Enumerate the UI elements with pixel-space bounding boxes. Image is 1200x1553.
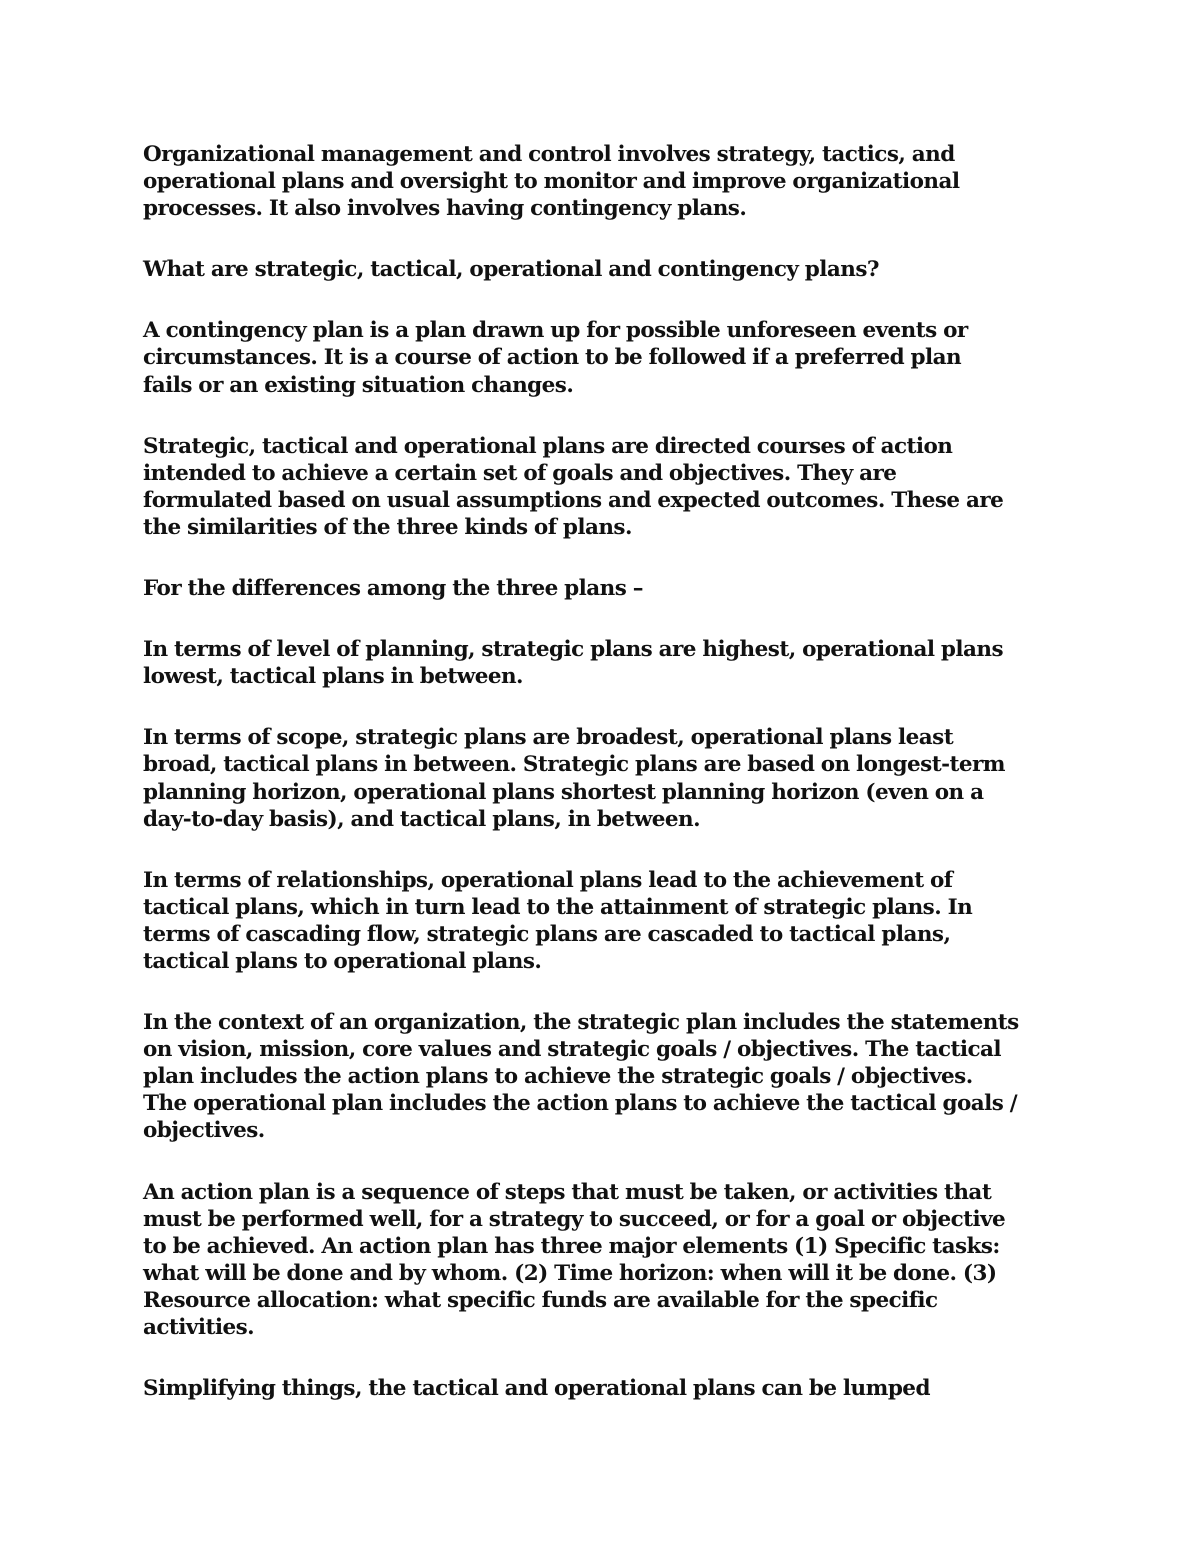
document-body xyxy=(143,141,1073,1436)
paragraph-question: What are strategic, tactical, operational and contingency plans? xyxy=(143,257,879,283)
paragraph-level-of-planning: In terms of level of planning, strategic plans are highest, operational plans lowest, tactical plans in between. xyxy=(143,637,1004,690)
paragraph-organization-context: In the context of an organization, the strategic plan includes the statements on vision, mission, core values and strategic goals / objectives. The tactical plan includes the action plans to achieve the strategic goals / objectives. The operational plan includes the action plans to achieve the tactical goals / objectives. xyxy=(143,1010,1019,1144)
paragraph-simplifying: Simplifying things, the tactical and operational plans can be lumped xyxy=(143,1376,930,1402)
paragraph-scope: In terms of scope, strategic plans are broadest, operational plans least broad, tactical plans in between. Strategic plans are based on longest-term planning horizon, operational plans shortest planning horizon (even on a day-to-day basis), and tactical plans, in between. xyxy=(143,725,1005,832)
paragraph-contingency-plan: A contingency plan is a plan drawn up for possible unforeseen events or circumstances. It is a course of action to be followed if a preferred plan fails or an existing situation changes. xyxy=(143,318,968,398)
paragraph-action-plan: An action plan is a sequence of steps that must be taken, or activities that must be performed well, for a strategy to succeed, or for a goal or objective to be achieved. An action plan has three major elements (1) Specific tasks: what will be done and by whom. (2) Time horizon: when will it be done. (3) Resource allocation: what specific funds are available for the specific activities. xyxy=(143,1179,1006,1340)
paragraph-similarities: Strategic, tactical and operational plans are directed courses of action intended to achieve a certain set of goals and objectives. They are formulated based on usual assumptions and expected outcomes. These are the similarities of the three kinds of plans. xyxy=(143,433,1004,540)
paragraph-relationships: In terms of relationships, operational plans lead to the achievement of tactical plans, which in turn lead to the attainment of strategic plans. In terms of cascading flow, strategic plans are cascaded to tactical plans, tactical plans to operational plans. xyxy=(143,867,973,974)
paragraph-differences-lead: For the differences among the three plans – xyxy=(143,576,643,602)
paragraph-intro: Organizational management and control involves strategy, tactics, and operational plans and oversight to monitor and improve organizational processes. It also involves having contingency plans. xyxy=(143,142,960,222)
